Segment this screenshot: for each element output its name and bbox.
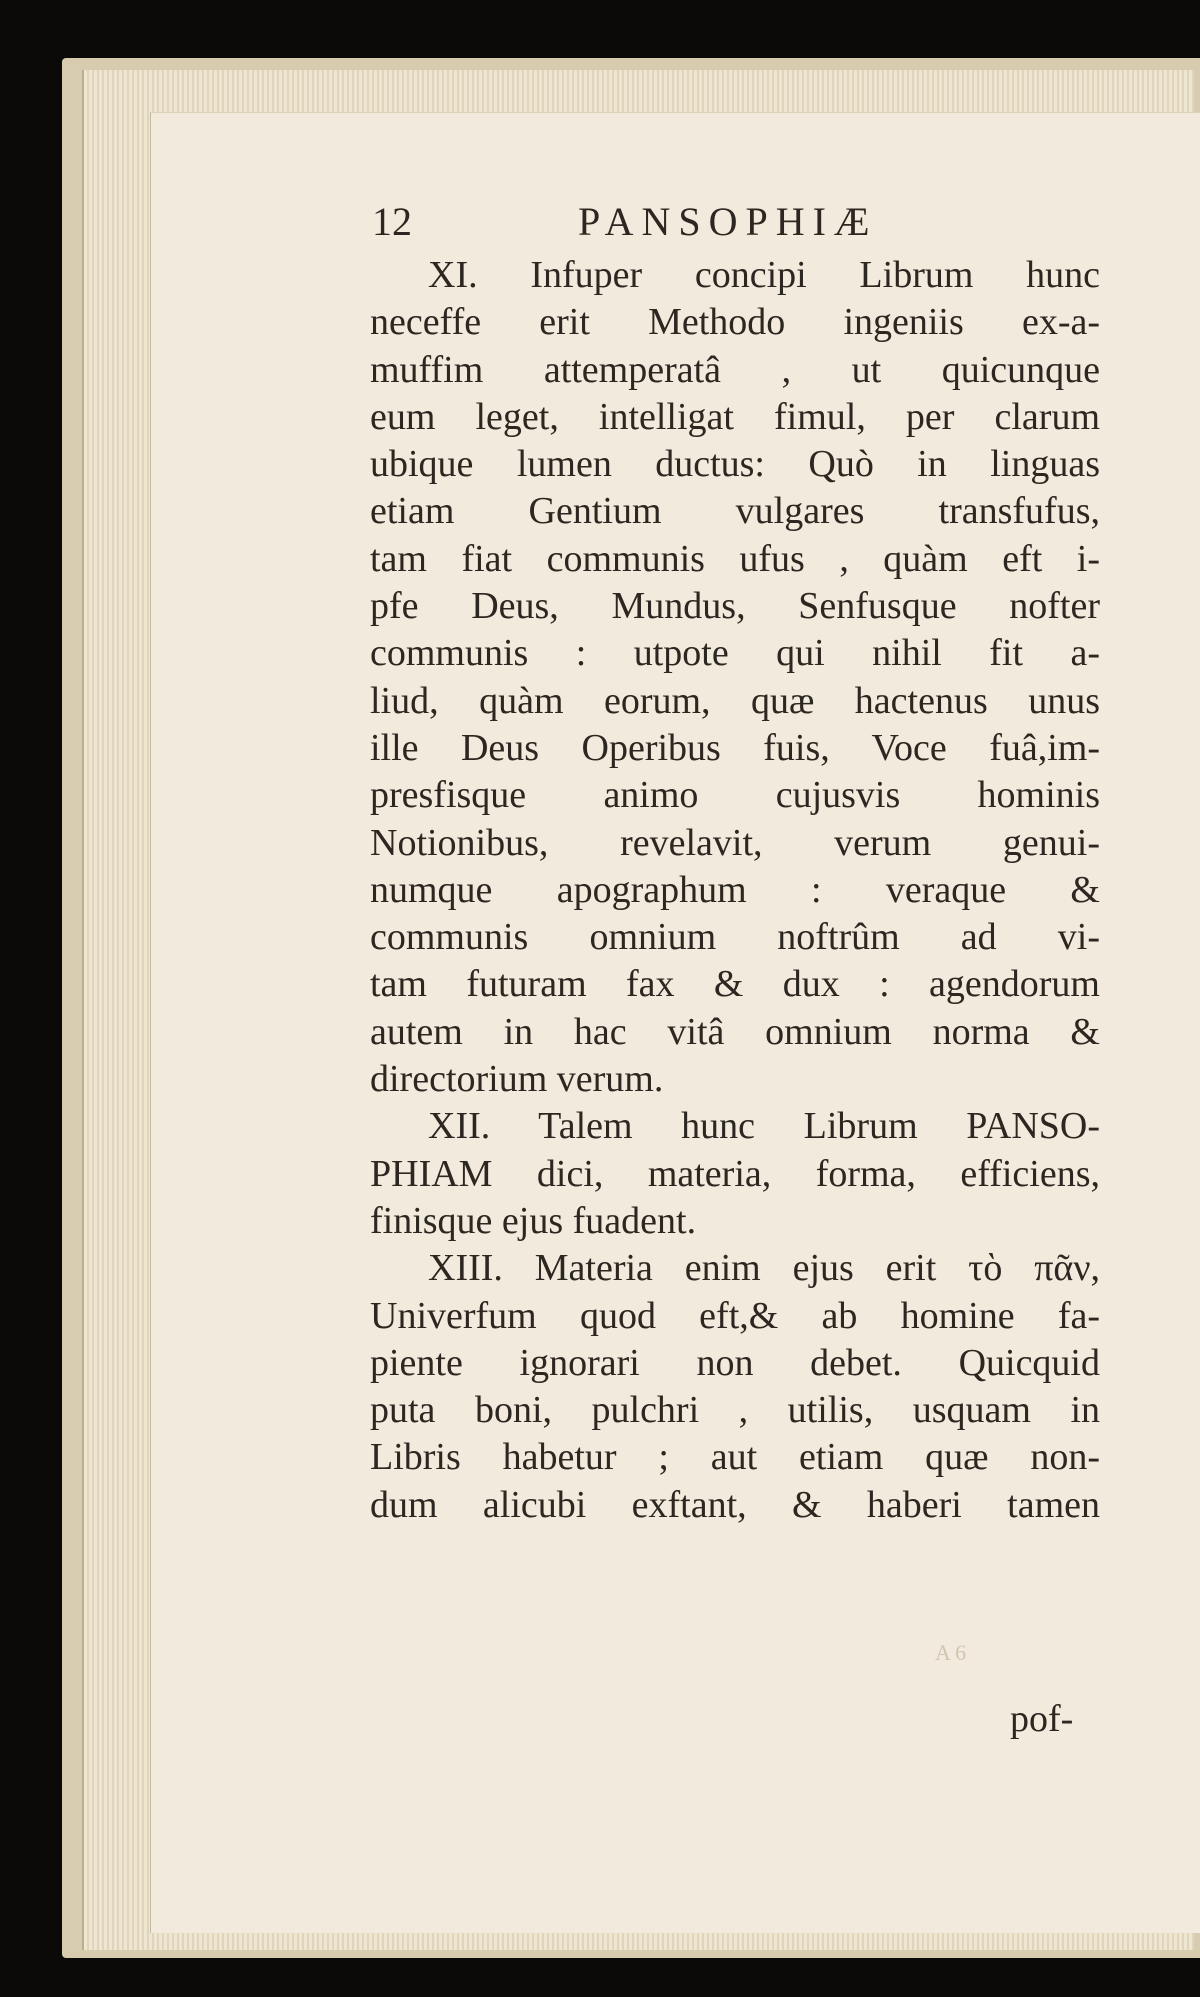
text-line: finisque ejus fuadent. — [370, 1199, 697, 1242]
text-line: presfisque animo cujusvis hominis — [370, 774, 1100, 817]
text-line: XIII. Materia enim ejus erit τὸ πᾶν, — [428, 1247, 1100, 1290]
text-line: PHIAM dici, materia, forma, efficiens, — [370, 1152, 1100, 1195]
text-line: numque apographum : veraque & — [370, 868, 1100, 911]
text-line: ille Deus Operibus fuis, Voce fuâ,im- — [370, 726, 1100, 769]
text-line: Univerfum quod eft,& ab homine fa- — [370, 1294, 1100, 1337]
catchword: pof- — [1010, 1698, 1074, 1740]
text-line: piente ignorari non debet. Quicquid — [370, 1341, 1100, 1384]
text-line: etiam Gentium vulgares transfufus, — [370, 490, 1100, 533]
text-line: muffim attemperatâ , ut quicunque — [370, 348, 1100, 391]
page-number: 12 — [372, 199, 412, 244]
text-line: Notionibus, revelavit, verum genui- — [370, 821, 1100, 864]
text-line: eum leget, intelligat fimul, per clarum — [370, 395, 1100, 438]
text-line: liud, quàm eorum, quæ hactenus unus — [370, 679, 1100, 722]
body-text — [370, 252, 1100, 1529]
text-line: XI. Infuper concipi Librum hunc — [428, 254, 1100, 296]
text-line: neceffe erit Methodo ingeniis ex-a- — [370, 301, 1100, 344]
text-line: tam futuram fax & dux : agendorum — [370, 963, 1100, 1006]
text-line: tam fiat communis ufus , quàm eft i- — [370, 537, 1100, 580]
text-line: pfe Deus, Mundus, Senfusque nofter — [370, 585, 1100, 628]
page-header — [372, 198, 932, 246]
signature-mark: A 6 — [935, 1640, 967, 1665]
text-line: puta boni, pulchri , utilis, usquam in — [370, 1389, 1100, 1432]
text-line: XII. Talem hunc Librum PANSO- — [428, 1105, 1100, 1148]
text-line: communis omnium noftrûm ad vi- — [370, 916, 1100, 959]
text-line: directorium verum. — [370, 1058, 664, 1101]
text-line: communis : utpote qui nihil fit a- — [370, 632, 1100, 675]
running-title: PANSOPHIÆ — [578, 199, 878, 244]
text-line: autem in hac vitâ omnium norma & — [370, 1010, 1100, 1053]
text-line: dum alicubi exftant, & haberi tamen — [370, 1483, 1100, 1526]
text-line: ubique lumen ductus: Quò in linguas — [370, 443, 1100, 486]
text-line: Libris habetur ; aut etiam quæ non- — [370, 1436, 1100, 1479]
